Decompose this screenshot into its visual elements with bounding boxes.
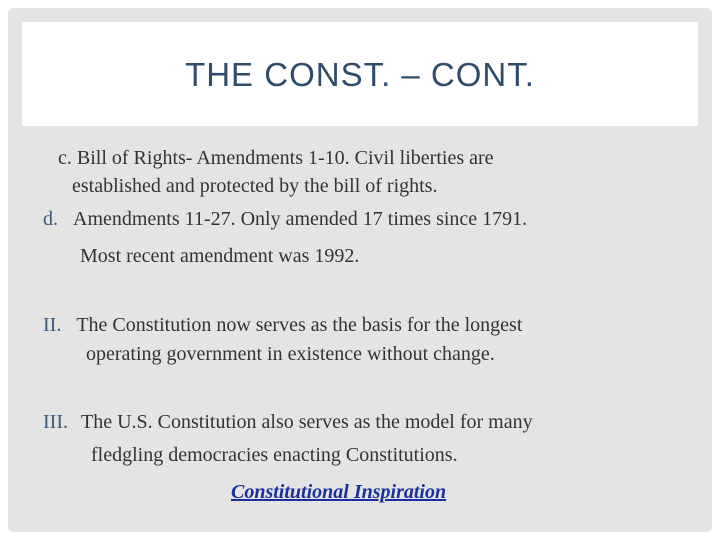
list-item-c-line-1 [58, 144, 494, 172]
constitutional-inspiration-link[interactable]: Constitutional Inspiration [231, 481, 447, 503]
title-box [22, 22, 698, 126]
list-item-d-line-1 [43, 205, 527, 233]
slide-title: THE CONST. – CONT. [185, 56, 535, 93]
list-item-c-text-1: Bill of Rights- Amendments 1-10. Civil liberties are [76, 147, 494, 169]
list-item-iii-text-1: The U.S. Constitution also serves as the model for many [80, 411, 533, 433]
list-item-ii-text-1: The Constitution now serves as the basis for the longest [76, 314, 523, 336]
list-marker-c: c. [58, 147, 72, 169]
list-marker-d: d. [43, 208, 58, 230]
list-item-c-line-2: established and protected by the bill of rights. [72, 175, 438, 197]
list-item-iii-line-1 [43, 408, 533, 436]
list-marker-iii: III. [43, 411, 68, 433]
list-item-ii-line-2: operating government in existence without change. [86, 343, 495, 365]
list-marker-ii: II. [43, 314, 62, 336]
list-item-iii-line-2: fledgling democracies enacting Constitutions. [91, 444, 458, 466]
list-item-d-line-2: Most recent amendment was 1992. [80, 245, 360, 267]
list-item-ii-line-1 [43, 311, 522, 339]
list-item-d-text-1: Amendments 11-27. Only amended 17 times since 1791. [73, 208, 528, 230]
